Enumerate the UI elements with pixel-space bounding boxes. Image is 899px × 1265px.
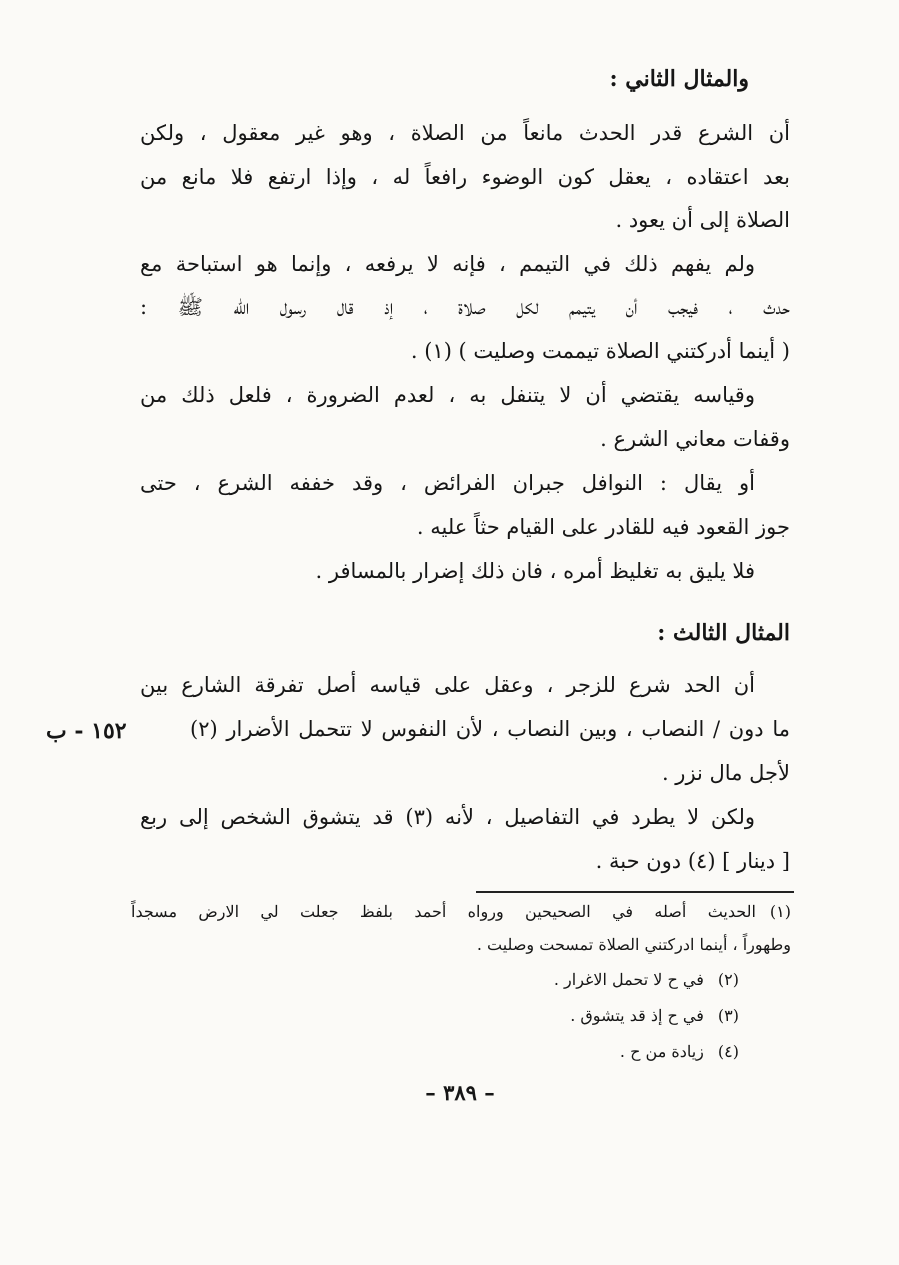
- paragraph-line: بعد اعتقاده ، يعقل كون الوضوء رافعاً له ، وإذا ارتفع فلا مانع من: [140, 165, 790, 189]
- paragraph-line: وقياسه يقتضي أن لا يتنفل به ، لعدم الضرورة ، فلعل ذلك من: [140, 383, 755, 407]
- footnote-1: [131, 900, 791, 924]
- paragraph-line: أن الحد شرع للزجر ، وعقل على قياسه أصل تفرقة الشارع بين: [140, 673, 755, 697]
- footnote-divider: [476, 891, 794, 893]
- footnote-3: [570, 1004, 739, 1028]
- paragraph-line: جوز القعود فيه للقادر على القيام حثاً عليه .: [416, 515, 790, 539]
- footnote-number: (٤): [717, 1042, 739, 1061]
- paragraph-line: ( أينما أدركتني الصلاة تيممت وصليت ) (١) .: [410, 339, 790, 363]
- paragraph-line: ما دون / النصاب ، وبين النصاب ، لأن النفوس لا تتحمل الأضرار (٢): [190, 717, 790, 741]
- paragraph-line: حدث ، فيجب أن يتيمم لكل صلاة ، إذ قال رسول الله ﷺ :: [140, 295, 790, 319]
- paragraph-line: [ دينار ] (٤) دون حبة .: [595, 849, 790, 873]
- footnote-number: (٢): [717, 970, 739, 989]
- footnote-2: [554, 968, 739, 992]
- paragraph-line: أو يقال : النوافل جبران الفرائض ، وقد خففه الشرع ، حتى: [140, 471, 755, 495]
- paragraph-line: فلا يليق به تغليظ أمره ، فان ذلك إضرار بالمسافر .: [315, 559, 755, 583]
- page-number: – ٣٨٩ –: [425, 1080, 495, 1105]
- footnote-text: زيادة من ح .: [619, 1042, 704, 1061]
- paragraph-line: الصلاة إلى أن يعود .: [615, 208, 790, 232]
- paragraph-line: لأجل مال نزر .: [661, 761, 790, 785]
- footnote-text: في ح لا تحمل الاغرار .: [553, 970, 704, 989]
- heading-third-example: المثال الثالث :: [657, 620, 790, 646]
- footnote-number: (٣): [717, 1006, 739, 1025]
- footnote-4: [620, 1040, 739, 1064]
- paragraph-line: ولم يفهم ذلك في التيمم ، فإنه لا يرفعه ، وإنما هو استباحة مع: [140, 252, 755, 276]
- footnote-text: وطهوراً ، أينما ادركتني الصلاة تمسحت وصليت .: [476, 935, 791, 954]
- footnote-text: الحديث أصله في الصحيحين ورواه أحمد بلفظ جعلت لي الارض مسجداً: [131, 902, 756, 921]
- heading-second-example: والمثال الثاني :: [609, 66, 749, 92]
- footnote-text: في ح إذ قد يتشوق .: [570, 1006, 704, 1025]
- margin-folio-note: ١٥٢ - ب: [46, 718, 127, 744]
- paragraph-line: وقفات معاني الشرع .: [600, 427, 790, 451]
- footnote-1-continued: [477, 933, 791, 957]
- footnote-number: (١): [769, 902, 791, 921]
- paragraph-line: أن الشرع قدر الحدث مانعاً من الصلاة ، وهو غير معقول ، ولكن: [140, 121, 790, 145]
- paragraph-line: ولكن لا يطرد في التفاصيل ، لأنه (٣) قد يتشوق الشخص إلى ربع: [140, 805, 756, 829]
